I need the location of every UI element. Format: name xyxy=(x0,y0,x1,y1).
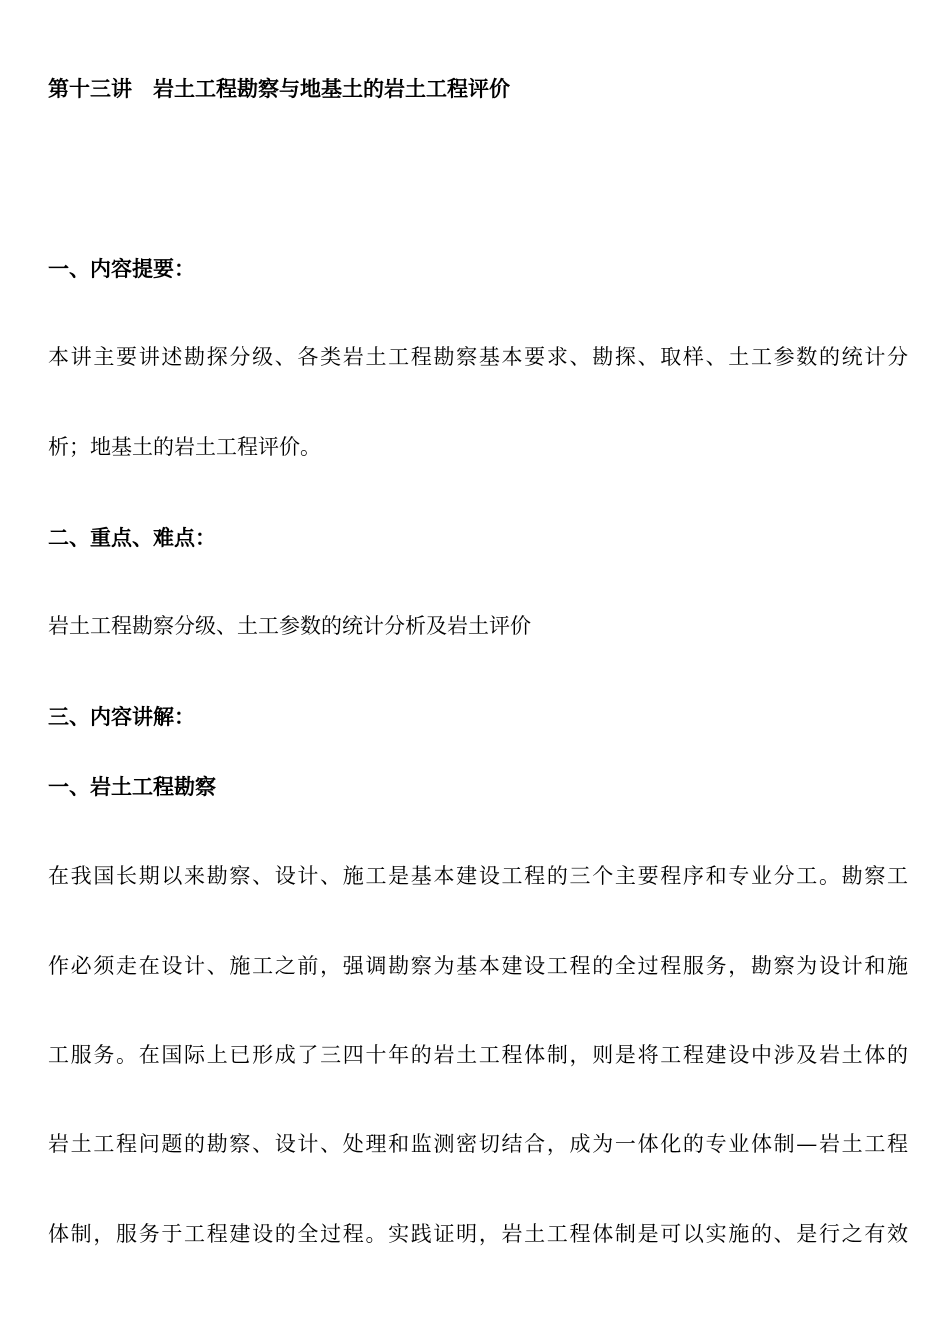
section-heading-key-points: 二、重点、难点： xyxy=(48,525,216,550)
paragraph-line: 岩土工程问题的勘察、设计、处理和监测密切结合，成为一体化的专业体制—岩土工程 xyxy=(48,1132,908,1156)
paragraph-line: 本讲主要讲述勘探分级、各类岩土工程勘察基本要求、勘探、取样、土工参数的统计分 xyxy=(48,345,908,369)
paragraph-line: 析；地基土的岩土工程评价。 xyxy=(48,435,321,459)
paragraph-line: 体制，服务于工程建设的全过程。实践证明，岩土工程体制是可以实施的、是行之有效 xyxy=(48,1222,908,1246)
paragraph-line: 在我国长期以来勘察、设计、施工是基本建设工程的三个主要程序和专业分工。勘察工 xyxy=(48,864,908,888)
paragraph-line: 岩土工程勘察分级、土工参数的统计分析及岩土评价 xyxy=(48,614,531,638)
section-heading-explanation: 三、内容讲解： xyxy=(48,704,195,729)
paragraph-line: 工服务。在国际上已形成了三四十年的岩土工程体制，则是将工程建设中涉及岩土体的 xyxy=(48,1043,908,1067)
subsection-heading: 一、岩土工程勘察 xyxy=(48,774,216,799)
lecture-title: 第十三讲 岩土工程勘察与地基土的岩土工程评价 xyxy=(48,76,510,101)
paragraph-line: 作必须走在设计、施工之前，强调勘察为基本建设工程的全过程服务，勘察为设计和施 xyxy=(48,954,908,978)
section-heading-summary: 一、内容提要： xyxy=(48,256,195,281)
